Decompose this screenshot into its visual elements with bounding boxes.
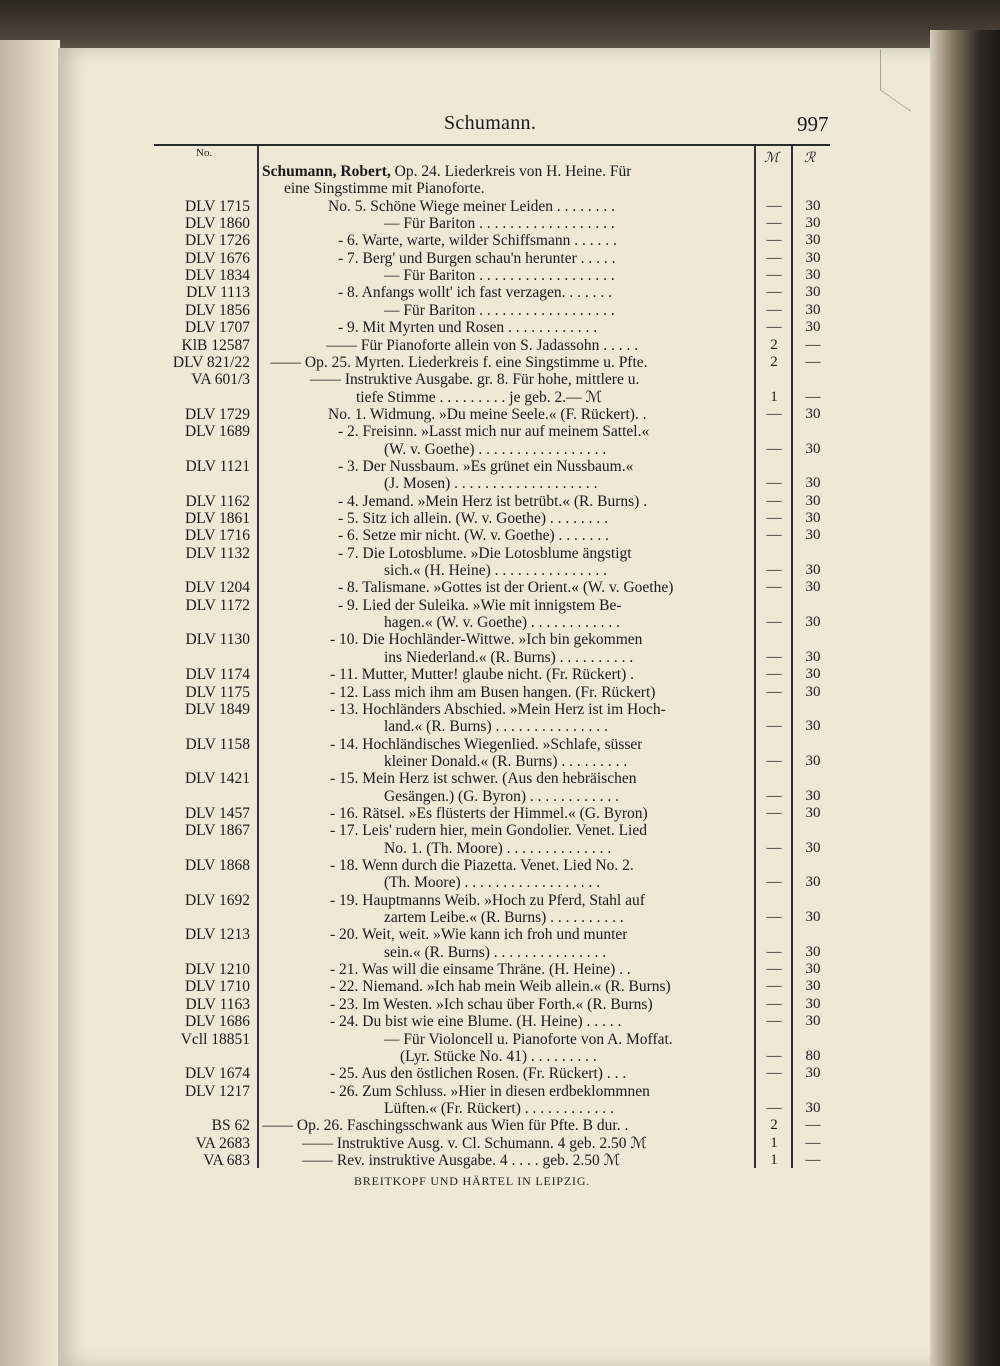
column-rule-left — [257, 146, 259, 1168]
price-pfennig: 30 — [805, 249, 821, 266]
price-pfennig: 30 — [805, 648, 821, 665]
catalog-number: DLV 1676 — [184, 249, 250, 267]
entry-text: No. 1. (Th. Moore) . . . . . . . . . . . . . . — [384, 839, 612, 857]
price-pfennig: 30 — [805, 1099, 821, 1116]
price-mark — [762, 371, 786, 389]
entry-text: (W. v. Goethe) . . . . . . . . . . . . . . . . . — [384, 440, 607, 458]
entry-text: - 18. Wenn durch die Piazetta. Venet. Lied No. 2. — [330, 857, 634, 874]
price-pfennig: 30 — [805, 752, 821, 769]
price-pfennig — [801, 545, 825, 563]
price-pfennig: 30 — [805, 961, 821, 978]
entry-text: - 11. Mutter, Mutter! glaube nicht. (Fr. Rückert) . — [330, 666, 634, 684]
entry-text: - 17. Leis' rudern hier, mein Gondolier. Venet. Lied — [330, 822, 647, 840]
catalog-number: DLV 1213 — [184, 926, 250, 944]
entry-text: —— Für Pianoforte allein von S. Jadassohn . . . . . — [326, 336, 639, 354]
price-mark: — — [766, 961, 782, 978]
catalog-number: KlB 12587 — [181, 336, 250, 354]
page-left-edge — [0, 40, 60, 1366]
entry-text: No. 1. Widmung. »Du meine Seele.« (F. Rückert). . — [328, 405, 647, 423]
catalog-number: DLV 1121 — [185, 457, 250, 475]
price-mark: — — [766, 787, 782, 804]
entry-text: sich.« (H. Heine) . . . . . . . . . . . . . . . — [384, 562, 607, 580]
publisher-footer: BREITKOPF UND HÄRTEL IN LEIPZIG. — [354, 1174, 591, 1188]
price-pfennig — [801, 892, 825, 910]
catalog-number: BS 62 — [211, 1117, 250, 1135]
catalog-number: DLV 1210 — [184, 961, 250, 979]
price-pfennig: 30 — [805, 440, 821, 457]
entry-text: Gesängen.) (G. Byron) . . . . . . . . . . . . — [384, 787, 620, 805]
price-pfennig: 30 — [805, 909, 821, 926]
price-pfennig: 30 — [805, 475, 821, 492]
price-pfennig — [801, 163, 825, 181]
price-mark — [762, 926, 786, 944]
catalog-number: DLV 1729 — [184, 405, 250, 423]
price-mark — [762, 701, 786, 719]
catalog-number: Vcll 18851 — [180, 1030, 250, 1048]
entry-text: - 15. Mein Herz ist schwer. (Aus den hebräischen — [330, 770, 637, 788]
entry-text: - 10. Die Hochländer-Wittwe. »Ich bin gekommen — [330, 631, 643, 649]
page-header-title: Schumann. — [444, 112, 537, 134]
price-mark: — — [766, 718, 782, 735]
catalog-number: DLV 1856 — [184, 301, 250, 319]
catalog-number: DLV 1421 — [184, 770, 250, 788]
entry-text: ins Niederland.« (R. Burns) . . . . . . . . . . — [384, 648, 634, 666]
price-mark: — — [766, 683, 782, 700]
price-mark: — — [766, 267, 782, 284]
price-pfennig: — — [805, 388, 821, 405]
price-mark — [762, 822, 786, 840]
entry-text: — Für Bariton . . . . . . . . . . . . . . . . . . — [384, 267, 615, 285]
catalog-number: DLV 1132 — [185, 544, 250, 562]
price-mark: 2 — [770, 1117, 778, 1134]
price-pfennig: 30 — [805, 492, 821, 509]
price-pfennig: 30 — [805, 232, 821, 249]
price-mark: — — [766, 405, 782, 422]
price-mark: — — [766, 249, 782, 266]
entry-text: — Für Violoncell u. Pianoforte von A. Moffat. — [384, 1030, 673, 1048]
entry-text: (Th. Moore) . . . . . . . . . . . . . . . . . . — [384, 874, 601, 892]
catalog-number: DLV 1686 — [184, 1013, 250, 1031]
catalog-number: VA 2683 — [195, 1134, 250, 1152]
price-mark: — — [766, 943, 782, 960]
catalog-number: DLV 1174 — [185, 666, 250, 684]
entry-text: - 5. Sitz ich allein. (W. v. Goethe) . . . . . . . . — [338, 510, 609, 527]
price-pfennig: 30 — [805, 405, 821, 422]
catalog-number: DLV 1715 — [184, 197, 250, 215]
entry-text: zartem Leibe.« (R. Burns) . . . . . . . . . . — [384, 909, 624, 927]
price-mark: — — [766, 284, 782, 301]
entry-text: tiefe Stimme . . . . . . . . . je geb. 2.— ℳ — [356, 388, 603, 406]
price-pfennig: 30 — [805, 562, 821, 579]
price-mark — [762, 770, 786, 788]
catalog-number: DLV 1204 — [184, 579, 250, 597]
number-column-header: No. — [196, 147, 213, 159]
price-pfennig: 30 — [805, 943, 821, 960]
price-mark — [762, 857, 786, 875]
entry-text: - 7. Berg' und Burgen schau'n herunter . . . . . — [338, 249, 616, 267]
catalog-number: DLV 1716 — [184, 527, 250, 545]
entry-text: - 6. Warte, warte, wilder Schiffsmann . . . . . . — [338, 232, 617, 250]
entry-text: - 16. Rätsel. »Es flüsterts der Himmel.« (G. Byron) — [330, 804, 648, 822]
entry-text: —— Rev. instruktive Ausgabe. 4 . . . . geb. 2.50 ℳ — [302, 1151, 621, 1169]
price-mark: — — [766, 527, 782, 544]
catalog-number: DLV 1710 — [184, 978, 250, 996]
price-pfennig: — — [805, 1117, 821, 1134]
entry-text: - 26. Zum Schluss. »Hier in diesen erdbeklommnen — [330, 1082, 650, 1100]
entry-text: - 9. Mit Myrten und Rosen . . . . . . . . . . . . — [338, 319, 598, 337]
price-mark: — — [766, 579, 782, 596]
price-pfennig: 30 — [805, 614, 821, 631]
price-pfennig: 30 — [805, 874, 821, 891]
price-mark: 1 — [770, 388, 778, 405]
price-pfennig: 30 — [805, 839, 821, 856]
price-pfennig: 30 — [805, 267, 821, 284]
price-pfennig: 30 — [805, 301, 821, 318]
entry-text — [262, 163, 631, 181]
entry-text: - 13. Hochländers Abschied. »Mein Herz ist im Hoch- — [330, 700, 666, 718]
entry-text: - 23. Im Westen. »Ich schau über Forth.« (R. Burns) — [330, 995, 653, 1013]
price-mark: — — [766, 1065, 782, 1082]
price-pfennig: — — [805, 1134, 821, 1151]
catalog-number: DLV 1849 — [184, 700, 250, 718]
entry-text: —— Op. 25. Myrten. Liederkreis f. eine Singstimme u. Pfte. — [270, 353, 648, 371]
price-pfennig: 30 — [805, 527, 821, 544]
entry-text: hagen.« (W. v. Goethe) . . . . . . . . . . . . — [384, 614, 621, 632]
price-pfennig: 80 — [805, 1047, 821, 1064]
price-mark — [762, 1083, 786, 1101]
book-binding-right — [930, 30, 1000, 1366]
price-pfennig: 30 — [805, 995, 821, 1012]
price-mark: — — [766, 995, 782, 1012]
entry-text: —— Instruktive Ausgabe. gr. 8. Für hohe, mittlere u. — [310, 371, 640, 389]
price-mark: — — [766, 1013, 782, 1030]
price-pfennig: 30 — [805, 319, 821, 336]
price-pfennig — [801, 631, 825, 649]
price-pfennig: 30 — [805, 978, 821, 995]
price-mark — [762, 1031, 786, 1049]
entry-text: sein.« (R. Burns) . . . . . . . . . . . . . . . — [384, 943, 607, 961]
mark-column-header: ℳ — [764, 151, 779, 166]
entry-text: No. 5. Schöne Wiege meiner Leiden . . . . . . . . — [328, 197, 616, 215]
composer-entry-rest: Op. 24. Liederkreis von H. Heine. Für — [390, 163, 632, 180]
price-pfennig — [801, 180, 825, 198]
entry-text: - 4. Jemand. »Mein Herz ist betrübt.« (R. Burns) . — [338, 492, 648, 510]
price-pfennig: 30 — [805, 197, 821, 214]
catalog-number: DLV 1674 — [184, 1065, 250, 1083]
price-mark: — — [766, 492, 782, 509]
price-mark — [762, 892, 786, 910]
price-pfennig — [801, 371, 825, 389]
price-pfennig: 30 — [805, 804, 821, 821]
price-pfennig: — — [805, 1151, 821, 1168]
price-mark: 1 — [770, 1151, 778, 1168]
entry-text: - 21. Was will die einsame Thräne. (H. Heine) . . — [330, 961, 631, 979]
catalog-number: VA 683 — [203, 1151, 250, 1169]
composer-name: Schumann, Robert, — [262, 163, 391, 180]
price-pfennig — [801, 423, 825, 441]
catalog-number: DLV 1162 — [185, 492, 250, 510]
price-mark — [762, 458, 786, 476]
entry-text: land.« (R. Burns) . . . . . . . . . . . . . . . — [384, 718, 608, 736]
price-mark: 2 — [770, 353, 778, 370]
price-pfennig: — — [805, 353, 821, 370]
price-pfennig: 30 — [805, 1065, 821, 1082]
price-pfennig — [801, 736, 825, 754]
price-mark: — — [766, 909, 782, 926]
price-mark: — — [766, 804, 782, 821]
catalog-number: DLV 1861 — [184, 510, 250, 527]
catalog-number: DLV 1867 — [184, 822, 250, 840]
catalog-number: DLV 1834 — [184, 267, 250, 285]
price-mark: — — [766, 1099, 782, 1116]
catalog-number: DLV 1689 — [184, 423, 250, 441]
price-mark — [762, 423, 786, 441]
price-mark: — — [766, 215, 782, 232]
page-number: 997 — [797, 112, 829, 136]
entry-text: - 19. Hauptmanns Weib. »Hoch zu Pferd, Stahl auf — [330, 891, 645, 909]
entry-text: kleiner Donald.« (R. Burns) . . . . . . . . . — [384, 752, 628, 770]
price-mark — [762, 180, 786, 198]
price-mark: — — [766, 301, 782, 318]
catalog-number: DLV 1457 — [184, 804, 250, 822]
price-mark — [762, 597, 786, 615]
price-mark — [762, 631, 786, 649]
price-pfennig — [801, 822, 825, 840]
price-pfennig: 30 — [805, 683, 821, 700]
catalog-number: DLV 1130 — [185, 631, 250, 649]
price-mark: 2 — [770, 336, 778, 353]
header-rule — [154, 144, 830, 146]
entry-text: - 12. Lass mich ihm am Busen hangen. (Fr. Rückert) — [330, 683, 656, 701]
price-mark — [762, 163, 786, 181]
entry-text: - 7. Die Lotosblume. »Die Lotosblume ängstigt — [338, 544, 632, 562]
entry-text: - 6. Setze mir nicht. (W. v. Goethe) . . . . . . . — [338, 527, 609, 545]
price-mark: — — [766, 874, 782, 891]
catalog-number: DLV 1217 — [184, 1082, 250, 1100]
price-mark: — — [766, 839, 782, 856]
price-mark: — — [766, 510, 782, 526]
catalog-number: DLV 1692 — [184, 891, 250, 909]
catalog-number: DLV 1868 — [184, 857, 250, 874]
price-pfennig: 30 — [805, 579, 821, 596]
entry-text: —— Instruktive Ausg. v. Cl. Schumann. 4 geb. 2.50 ℳ — [302, 1134, 647, 1152]
entry-text: - 9. Lied der Suleika. »Wie mit innigstem Be- — [338, 596, 622, 614]
price-mark: — — [766, 978, 782, 995]
entry-text: - 25. Aus den östlichen Rosen. (Fr. Rückert) . . . — [330, 1065, 627, 1083]
catalog-number: VA 601/3 — [191, 371, 250, 389]
price-mark: — — [766, 1047, 782, 1064]
price-pfennig — [801, 1083, 825, 1101]
catalog-number: DLV 1163 — [185, 995, 250, 1013]
entry-text: (J. Mosen) . . . . . . . . . . . . . . . . . . . — [384, 475, 598, 493]
entry-text: - 8. Anfangs wollt' ich fast verzagen. . . . . . . — [338, 284, 612, 302]
price-pfennig: 30 — [805, 510, 821, 526]
price-pfennig: 30 — [805, 718, 821, 735]
price-pfennig: — — [805, 336, 821, 353]
price-pfennig — [801, 926, 825, 944]
price-mark: — — [766, 614, 782, 631]
price-pfennig — [801, 1031, 825, 1049]
column-rule-mark — [754, 146, 756, 1168]
price-pfennig: 30 — [805, 215, 821, 232]
price-pfennig: 30 — [805, 787, 821, 804]
entry-text: - 2. Freisinn. »Lasst mich nur auf meinem Sattel.« — [338, 423, 650, 441]
catalog-number: DLV 1860 — [184, 215, 250, 233]
entry-text: - 14. Hochländisches Wiegenlied. »Schlafe, süsser — [330, 735, 643, 753]
catalog-number: DLV 1158 — [185, 735, 250, 753]
catalog-number: DLV 1175 — [185, 683, 250, 701]
entry-text: — Für Bariton . . . . . . . . . . . . . . . . . . — [384, 215, 615, 233]
price-pfennig: 30 — [805, 1013, 821, 1030]
price-mark: 1 — [770, 1134, 778, 1151]
catalog-number: DLV 821/22 — [172, 353, 250, 371]
entry-text: — Für Bariton . . . . . . . . . . . . . . . . . . — [384, 301, 615, 319]
entry-text: - 22. Niemand. »Ich hab mein Weib allein.« (R. Burns) — [330, 978, 671, 996]
price-mark: — — [766, 440, 782, 457]
price-pfennig — [801, 857, 825, 875]
entry-text: - 24. Du bist wie eine Blume. (H. Heine) . . . . . — [330, 1013, 622, 1031]
price-pfennig — [801, 458, 825, 476]
entry-text: (Lyr. Stücke No. 41) . . . . . . . . . — [400, 1047, 597, 1065]
entry-text: - 8. Talismane. »Gottes ist der Orient.« (W. v. Goethe) — [338, 579, 674, 597]
column-rule-pf — [791, 146, 793, 1168]
price-pfennig: 30 — [805, 666, 821, 683]
entry-text: - 20. Weit, weit. »Wie kann ich froh und munter — [330, 926, 628, 944]
price-pfennig — [801, 770, 825, 788]
pfennig-column-header: ℛ — [804, 151, 816, 166]
entry-text: Lüften.« (Fr. Rückert) . . . . . . . . . . . . — [384, 1099, 614, 1117]
price-pfennig — [801, 701, 825, 719]
price-mark: — — [766, 562, 782, 579]
price-mark: — — [766, 666, 782, 683]
price-pfennig — [801, 597, 825, 615]
price-mark: — — [766, 648, 782, 665]
catalog-number: DLV 1707 — [184, 319, 250, 337]
price-mark: — — [766, 232, 782, 249]
catalog-number: DLV 1726 — [184, 232, 250, 250]
price-mark: — — [766, 752, 782, 769]
price-mark — [762, 545, 786, 563]
price-mark: — — [766, 475, 782, 492]
entry-text: —— Op. 26. Faschingsschwank aus Wien für Pfte. B dur. . — [262, 1117, 629, 1135]
price-mark — [762, 736, 786, 754]
entry-text: - 3. Der Nussbaum. »Es grünet ein Nussbaum.« — [338, 457, 634, 475]
price-mark: — — [766, 319, 782, 336]
catalog-number: DLV 1113 — [186, 284, 250, 302]
price-pfennig: 30 — [805, 284, 821, 301]
catalog-number: DLV 1172 — [185, 596, 250, 614]
entry-text: eine Singstimme mit Pianoforte. — [284, 180, 485, 198]
price-mark: — — [766, 197, 782, 214]
